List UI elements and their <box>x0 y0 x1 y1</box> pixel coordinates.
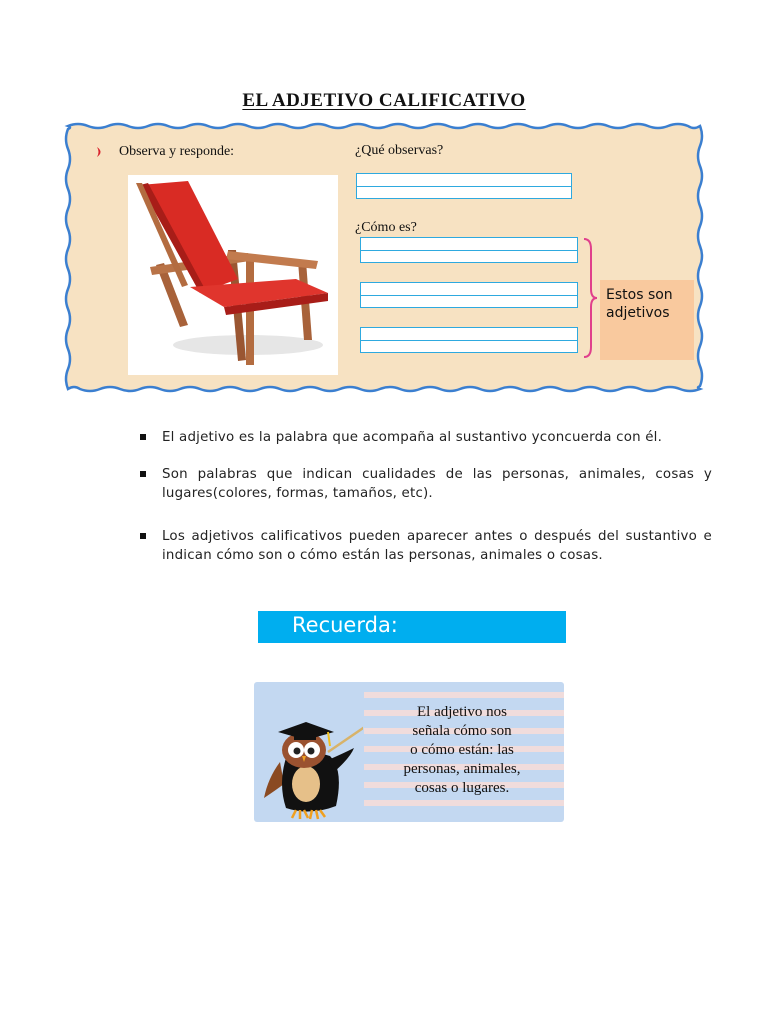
red-arrow-bullet-icon <box>96 147 104 157</box>
question-what-observe: ¿Qué observas? <box>355 143 444 158</box>
list-item-text: El adjetivo es la palabra que acompaña al sustantivo yconcuerda con él. <box>162 430 663 445</box>
chair-image <box>128 175 338 375</box>
recuerda-header: Recuerda: <box>258 611 566 643</box>
answer-line-adjective-1[interactable] <box>360 237 578 263</box>
list-item <box>140 527 712 565</box>
instruction-text: Observa y responde: <box>119 144 235 159</box>
red-chair-illustration <box>128 175 338 375</box>
explanation-list <box>140 428 712 583</box>
reminder-line: El adjetivo nos <box>417 704 507 720</box>
reminder-line: cosas o lugares. <box>414 780 510 796</box>
list-item-text: Los adjetivos calificativos pueden aparecer antes o después del sustantivo e indican cómo son o cómo están las personas, animales o cosas. <box>162 529 712 563</box>
question-how-is-it: ¿Cómo es? <box>355 220 417 235</box>
adjectives-note: Estos son adjetivos <box>600 280 694 360</box>
answer-line-adjective-3[interactable] <box>360 327 578 353</box>
graduate-owl-illustration <box>258 718 363 822</box>
reminder-line: personas, animales, <box>403 761 521 777</box>
square-bullet-icon <box>140 533 146 539</box>
answer-line-adjective-2[interactable] <box>360 282 578 308</box>
reminder-line: o cómo están: las <box>410 742 514 758</box>
list-item <box>140 428 712 447</box>
list-item <box>140 465 712 503</box>
reminder-text <box>364 703 560 798</box>
answer-line-what[interactable] <box>356 173 572 199</box>
curly-brace-icon <box>582 237 598 359</box>
reminder-line: señala cómo son <box>412 723 512 739</box>
page-title: EL ADJETIVO CALIFICATIVO <box>242 90 526 111</box>
square-bullet-icon <box>140 434 146 440</box>
square-bullet-icon <box>140 471 146 477</box>
list-item-text: Son palabras que indican cualidades de las personas, animales, cosas y lugares(colores, formas, tamaños, etc). <box>162 467 712 501</box>
